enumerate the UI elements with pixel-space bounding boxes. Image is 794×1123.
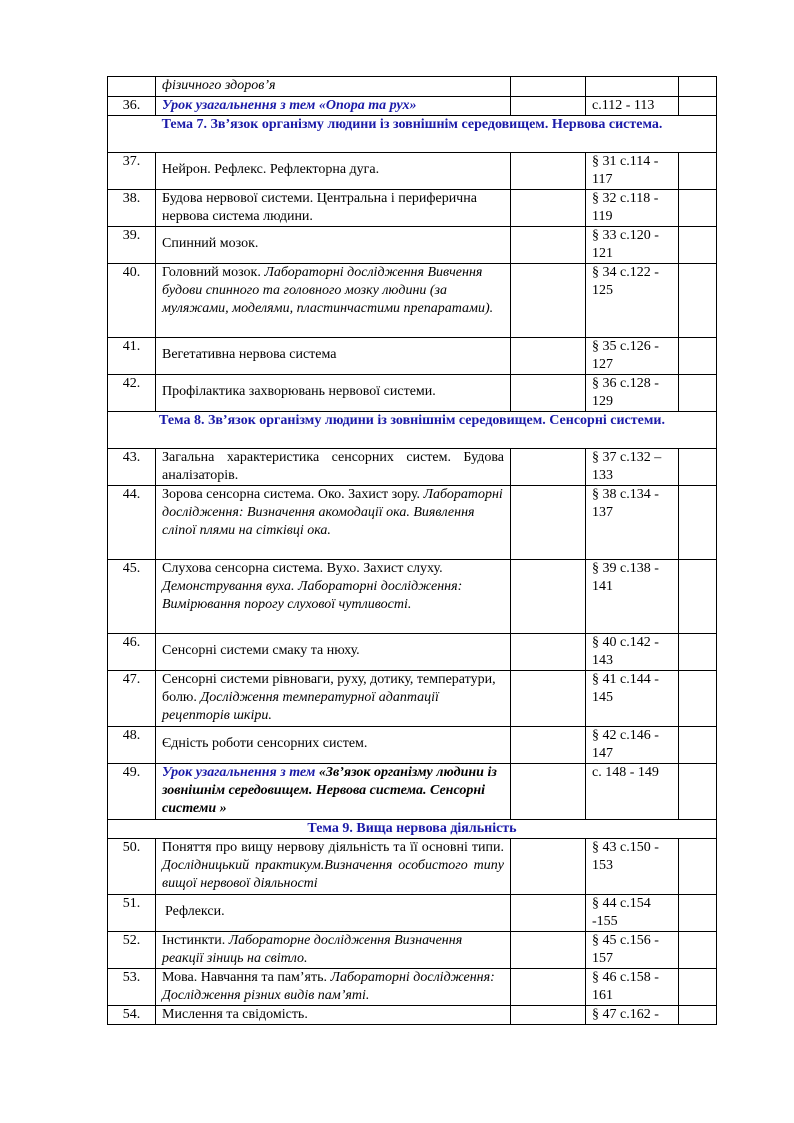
table-row [108, 634, 717, 671]
lesson-number: 36. [108, 97, 156, 116]
lesson-title [156, 560, 511, 634]
lesson-number: 42. [108, 375, 156, 412]
textbook-pages: § 34 с.122 - 125 [586, 264, 679, 338]
lesson-title: Нейрон. Рефлекс. Рефлекторна дуга. [156, 153, 511, 190]
lesson-title: Загальна характеристика сенсорних систем. Будова аналізаторів. [156, 449, 511, 486]
lesson-number: 51. [108, 895, 156, 932]
lesson-title [156, 671, 511, 727]
topic-row [108, 116, 717, 153]
lesson-title [156, 486, 511, 560]
lesson-number: 44. [108, 486, 156, 560]
textbook-pages: § 32 с.118 - 119 [586, 190, 679, 227]
table-row [108, 375, 717, 412]
lesson-number: 52. [108, 932, 156, 969]
lesson-title [156, 839, 511, 895]
lesson-number: 46. [108, 634, 156, 671]
lesson-title: Вегетативна нервова система [156, 338, 511, 375]
lesson-number: 54. [108, 1006, 156, 1025]
textbook-pages: § 47 с.162 - [586, 1006, 679, 1025]
lesson-title [156, 969, 511, 1006]
textbook-pages: § 44 с.154 -155 [586, 895, 679, 932]
table-row [108, 895, 717, 932]
lesson-number: 45. [108, 560, 156, 634]
textbook-pages: § 40 с.142 - 143 [586, 634, 679, 671]
lesson-title: Рефлекси. [156, 895, 511, 932]
lesson-text: Зорова сенсорна система. Око. Захист зору. [162, 487, 421, 502]
textbook-pages: § 36 с.128 - 129 [586, 375, 679, 412]
table-row [108, 560, 717, 634]
summary-lesson-label: Урок узагальнення з тем [162, 765, 316, 780]
lesson-number: 53. [108, 969, 156, 1006]
table-row [108, 969, 717, 1006]
textbook-pages: § 35 с.126 - 127 [586, 338, 679, 375]
topic-heading: Тема 7. Зв’язок організму людини із зовнішнім середовищем. Нервова система. [108, 116, 717, 153]
topic-row [108, 412, 717, 449]
table-row [108, 264, 717, 338]
lesson-text: Слухова сенсорна система. Вухо. Захист слуху. [162, 561, 443, 576]
lesson-title: Будова нервової системи. Центральна і периферична нервова система людини. [156, 190, 511, 227]
lesson-number: 41. [108, 338, 156, 375]
lab-work-text: Лабораторні дослідження Вивчення будови спинного та головного мозку людини (за муляжами, моделями, пластинчастими препаратами). [162, 265, 494, 316]
table-row [108, 77, 717, 97]
textbook-pages: § 38 с.134 - 137 [586, 486, 679, 560]
lesson-title: Мислення та свідомість. [156, 1006, 511, 1025]
table-row [108, 671, 717, 727]
table-row [108, 153, 717, 190]
table-row [108, 486, 717, 560]
lesson-text: Головний мозок. [162, 265, 261, 280]
lab-work-text: Лабораторні дослідження: Дослідження різних видів пам’яті. [162, 970, 495, 1003]
lesson-title: Урок узагальнення з тем «Опора та рух» [156, 97, 511, 116]
lesson-number: 50. [108, 839, 156, 895]
textbook-pages: § 46 с.158 - 161 [586, 969, 679, 1006]
textbook-pages: § 33 с.120 - 121 [586, 227, 679, 264]
lesson-text: Інстинкти. [162, 933, 226, 948]
table-row [108, 764, 717, 820]
topic-heading: Тема 8. Зв’язок організму людини із зовнішнім середовищем. Сенсорні системи. [108, 412, 717, 449]
lesson-number: 49. [108, 764, 156, 820]
lab-work-text: Лабораторне дослідження Визначення реакції зіниць на світло. [162, 933, 463, 966]
table-row [108, 190, 717, 227]
lesson-text: Сенсорні системи рівноваги, руху, дотику, температури, болю. [162, 672, 496, 705]
lesson-title [156, 764, 511, 820]
lesson-title [156, 932, 511, 969]
lesson-text: Мова. Навчання та пам’ять. [162, 970, 327, 985]
table-row [108, 727, 717, 764]
lesson-text: Поняття про вищу нервову діяльність та її основні типи. [162, 840, 504, 855]
lesson-title: Спинний мозок. [156, 227, 511, 264]
table-row [108, 227, 717, 264]
lesson-title: Єдність роботи сенсорних систем. [156, 727, 511, 764]
lesson-title: фізичного здоров’я [156, 77, 511, 97]
lesson-title: Сенсорні системи смаку та нюху. [156, 634, 511, 671]
lab-work-text: Дослідження температурної адаптації рецепторів шкіри. [162, 690, 439, 723]
topic-row [108, 820, 717, 839]
table-row [108, 449, 717, 486]
lesson-title [156, 264, 511, 338]
textbook-pages: § 42 с.146 - 147 [586, 727, 679, 764]
lesson-number: 40. [108, 264, 156, 338]
table-row [108, 338, 717, 375]
lesson-number: 38. [108, 190, 156, 227]
summary-lesson-topics: «Зв’язок організму людини із зовнішнім середовищем. Нервова система. Сенсорні системи » [162, 765, 497, 816]
table-row [108, 97, 717, 116]
table-row [108, 839, 717, 895]
lesson-number: 43. [108, 449, 156, 486]
textbook-pages: § 41 с.144 - 145 [586, 671, 679, 727]
textbook-pages: с. 148 - 149 [586, 764, 679, 820]
lab-work-text: Демонстрування вуха. Лабораторні дослідження: Вимірювання порогу слухової чутливості. [162, 579, 463, 612]
table-row [108, 932, 717, 969]
textbook-pages: § 45 с.156 - 157 [586, 932, 679, 969]
curriculum-table [107, 76, 717, 1025]
lesson-number: 48. [108, 727, 156, 764]
table-row [108, 1006, 717, 1025]
lab-work-text: Лабораторні дослідження: Визначення акомодації ока. Виявлення сліпої плями на сітківці ока. [162, 487, 503, 538]
textbook-pages: § 37 с.132 – 133 [586, 449, 679, 486]
textbook-pages: § 39 с.138 - 141 [586, 560, 679, 634]
lesson-number: 39. [108, 227, 156, 264]
lesson-number: 37. [108, 153, 156, 190]
textbook-pages: с.112 - 113 [586, 97, 679, 116]
topic-heading: Тема 9. Вища нервова діяльність [108, 820, 717, 839]
textbook-pages: § 31 с.114 - 117 [586, 153, 679, 190]
lesson-number: 47. [108, 671, 156, 727]
lab-work-text: Дослідницький практикум.Визначення особистого типу вищої нервової діяльності [162, 858, 504, 891]
lesson-title: Профілактика захворювань нервової системи. [156, 375, 511, 412]
textbook-pages: § 43 с.150 - 153 [586, 839, 679, 895]
